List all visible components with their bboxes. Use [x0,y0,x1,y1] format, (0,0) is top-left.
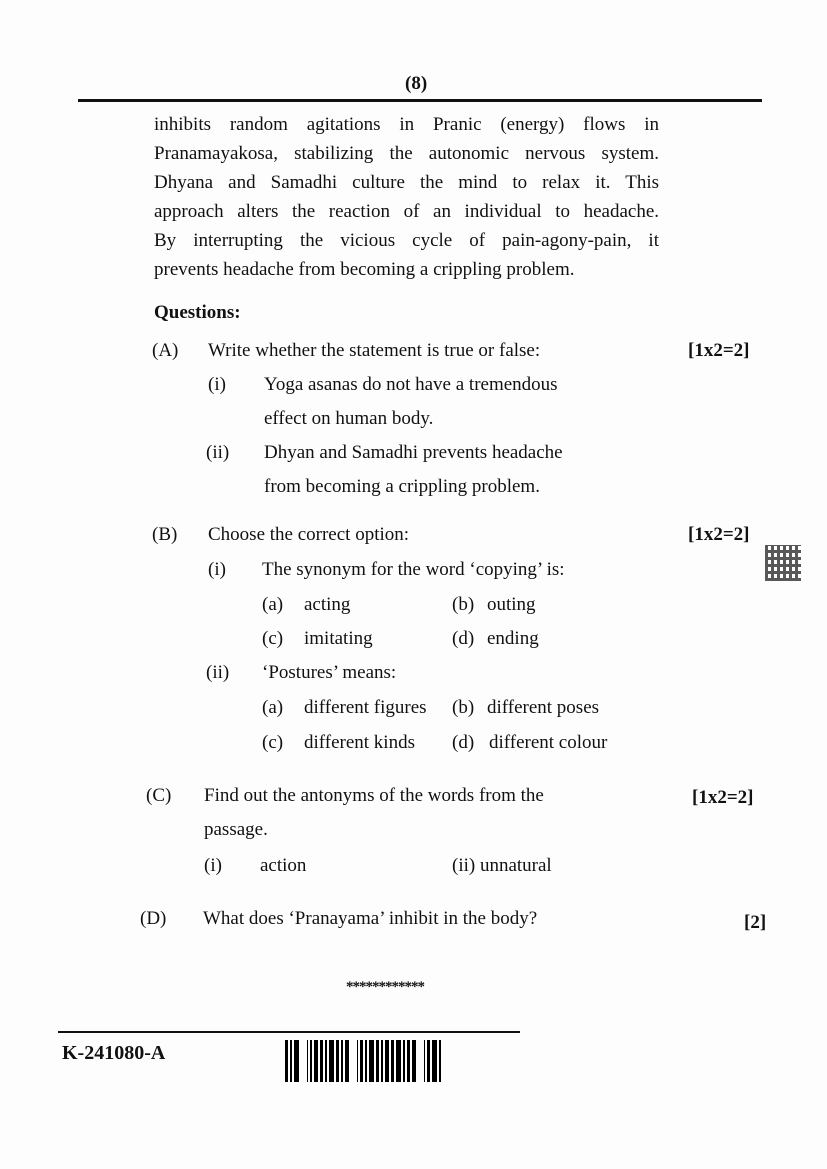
option-label: (a) [262,594,284,615]
paper-code: K-241080-A [62,1042,166,1064]
question-text: The synonym for the word ‘copying’ is: [262,559,565,580]
question-d-label: (D) [140,908,167,929]
question-b-label: (B) [152,524,178,545]
option-text: acting [304,594,351,615]
item-label: (i) [204,855,222,876]
option-text: ending [487,628,539,649]
page-number: (8) [405,73,428,94]
option-label: (d) [452,732,475,753]
qr-code [765,545,801,581]
statement-text: from becoming a crippling problem. [264,476,540,497]
question-a-text: Write whether the statement is true or false: [208,340,541,361]
question-b-text: Choose the correct option: [208,524,410,545]
item-label: (i) [208,374,226,395]
question-a-label: (A) [152,340,179,361]
option-label: (a) [262,697,284,718]
question-c-label: (C) [146,785,172,806]
questions-heading: Questions: [154,302,241,323]
question-a-marks: [1x2=2] [688,340,750,361]
passage-line: Pranamayakosa, stabilizing the autonomic nervous system. [154,143,659,164]
option-text: different figures [304,697,427,718]
statement-text: Dhyan and Samadhi prevents headache [264,442,563,463]
barcode [285,1040,507,1082]
option-label: (c) [262,628,284,649]
option-label: (b) [452,594,475,615]
header-rule [78,99,762,102]
item-label: (ii) [206,442,230,463]
option-text: different poses [487,697,600,718]
option-label: (b) [452,697,475,718]
passage-line: By interrupting the vicious cycle of pain-agony-pain, it [154,230,659,251]
option-label: (d) [452,628,475,649]
passage-line: inhibits random agitations in Pranic (energy) flows in [154,114,659,135]
passage-line: Dhyana and Samadhi culture the mind to relax it. This [154,172,659,193]
question-c-text: passage. [204,819,268,840]
option-text: imitating [304,628,373,649]
question-text: ‘Postures’ means: [262,662,397,683]
option-text: different kinds [304,732,415,753]
question-d-marks: [2] [744,912,767,933]
statement-text: Yoga asanas do not have a tremendous [264,374,558,395]
question-c-marks: [1x2=2] [692,787,754,808]
passage-line: prevents headache from becoming a crippling problem. [154,259,575,280]
item-label: (i) [208,559,226,580]
item-label: (ii) [206,662,230,683]
question-d-text: What does ‘Pranayama’ inhibit in the body? [203,908,538,929]
passage-line: approach alters the reaction of an individual to headache. [154,201,659,222]
option-label: (c) [262,732,284,753]
end-marker: ************ [346,979,424,995]
question-b-marks: [1x2=2] [688,524,750,545]
statement-text: effect on human body. [264,408,434,429]
question-c-text: Find out the antonyms of the words from the [204,785,544,806]
word-text: (ii) unnatural [452,855,552,876]
option-text: different colour [489,732,608,753]
word-text: action [260,855,307,876]
option-text: outing [487,594,536,615]
footer-rule [58,1031,520,1033]
